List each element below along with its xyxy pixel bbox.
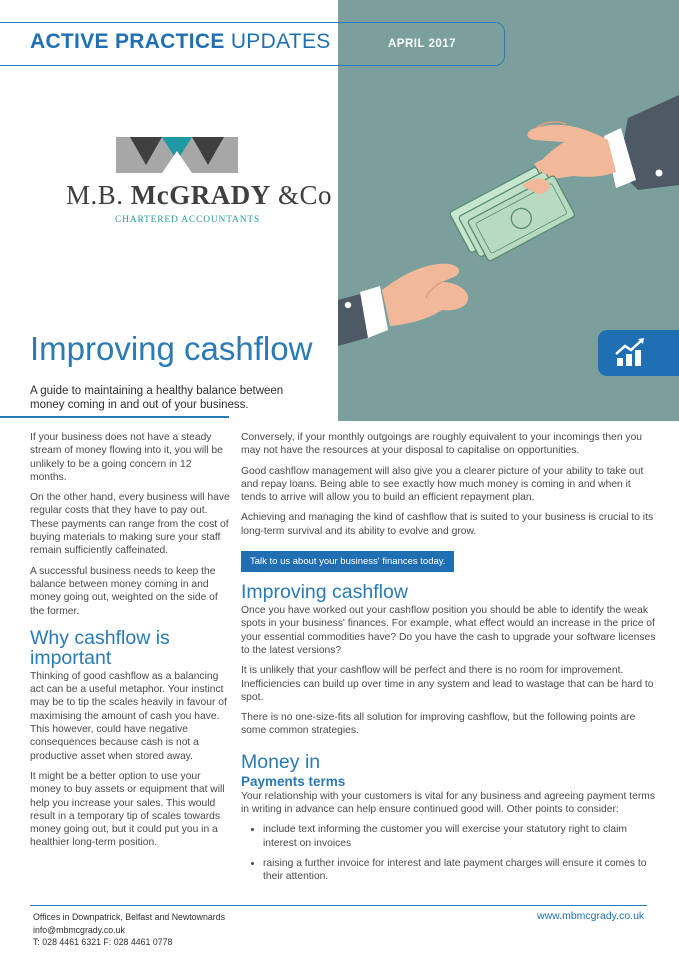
footer-offices: Offices in Downpatrick, Belfast and Newtownards bbox=[33, 912, 225, 922]
footer-contact bbox=[33, 911, 225, 949]
footer-phones: T: 028 4461 6321 F: 028 4461 0778 bbox=[33, 937, 173, 947]
company-name bbox=[66, 180, 332, 211]
paragraph: If your business does not have a steady stream of money flowing into it, you will be unlikely to be a going concern in 12 months. bbox=[30, 432, 223, 483]
right-column bbox=[241, 431, 656, 891]
article-intro: A guide to maintaining a healthy balance between money coming in and out of your business. bbox=[30, 385, 284, 411]
bullet-list bbox=[241, 823, 656, 883]
growth-chart-icon bbox=[598, 330, 679, 376]
paragraph: Your relationship with your customers is vital for any business and agreeing payment terms in writing in advance can help ensure continued good will. Other points to consider: bbox=[241, 790, 655, 816]
company-logo-mark bbox=[116, 137, 238, 178]
section-heading-improving-cashflow: Improving cashflow bbox=[241, 581, 408, 604]
newsletter-title-light: UPDATES bbox=[230, 30, 331, 53]
paragraph: Thinking of good cashflow as a balancing act can be a useful metaphor. Your instinct may be to tip the scales heavily in favour of maximising the amount of cash you have. This however, could have negative consequences because cash is not a productive asset when stored away. bbox=[30, 670, 227, 762]
section-heading-money-in: Money in bbox=[241, 750, 321, 773]
newsletter-title bbox=[30, 30, 331, 54]
newsletter-title-bold: ACTIVE PRACTICE bbox=[30, 30, 225, 53]
section-heading-why-cashflow: Why cashflow is important bbox=[30, 626, 170, 669]
paragraph: There is no one-size-fits all solution for improving cashflow, but the following points are some common strategies. bbox=[241, 712, 636, 737]
intro-divider bbox=[0, 416, 229, 418]
growth-chart-badge bbox=[598, 330, 679, 376]
issue-date: APRIL 2017 bbox=[388, 38, 457, 50]
paragraph: It is unlikely that your cashflow will be perfect and there is no room for improvement. Inefficiencies can build up over time in any system and lead to wastage that can be hard to spot. bbox=[241, 665, 654, 703]
paragraph: On the other hand, every business will have regular costs that they have to pay out. These payments can range from the cost of buying materials to making sure your staff remain sufficiently caffeinated. bbox=[30, 492, 230, 557]
company-name-bold: McGRADY bbox=[130, 180, 271, 210]
footer-email[interactable]: info@mbmcgrady.co.uk bbox=[33, 924, 125, 935]
paragraph: A successful business needs to keep the balance between money coming in and money going out, weighted on the side of the former. bbox=[30, 565, 218, 617]
contact-cta-button[interactable]: Talk to us about your business' finances today. bbox=[241, 551, 454, 572]
bullet-item: • raising a further invoice for interest and late payment charges will ensure it comes to their attention. bbox=[263, 857, 656, 884]
company-subtitle: CHARTERED ACCOUNTANTS bbox=[115, 215, 261, 225]
paragraph: Conversely, if your monthly outgoings are roughly equivalent to your incomings then you may not have the resources at your disposal to capitalise on opportunities. bbox=[241, 432, 643, 457]
paragraph: Once you have worked out your cashflow position you should be able to identify the weak spots in your business' finances. For example, what effect would an increase in the price of your essential commodities have? Do you have the cash to upgrade your software licenses to the latest versions? bbox=[241, 605, 656, 656]
left-column bbox=[30, 431, 230, 857]
bullet-item: • include text informing the customer you will exercise your statutory right to claim interest on invoices bbox=[263, 823, 656, 850]
company-name-prefix: M.B. bbox=[66, 180, 124, 210]
footer-divider bbox=[30, 905, 647, 906]
article-title: Improving cashflow bbox=[30, 330, 313, 367]
footer-website-link[interactable]: www.mbmcgrady.co.uk bbox=[537, 910, 645, 922]
subheading-payment-terms: Payments terms bbox=[241, 773, 346, 789]
company-name-suffix: &Co bbox=[278, 180, 333, 210]
paragraph: It might be a better option to use your money to buy assets or equipment that will help you increase your sales. This would result in a temporary tip of scales towards money going out, but it could put you in a healthier long-term position. bbox=[30, 770, 225, 849]
paragraph: Achieving and managing the kind of cashflow that is suited to your business is crucial to its long-term survival and its ability to evolve and grow. bbox=[241, 512, 654, 537]
paragraph: Good cashflow management will also give you a clearer picture of your ability to take out and repay loans. Being able to see exactly how much money is coming in and when it tends to arrive will allow you to build an efficient repayment plan. bbox=[241, 465, 644, 504]
